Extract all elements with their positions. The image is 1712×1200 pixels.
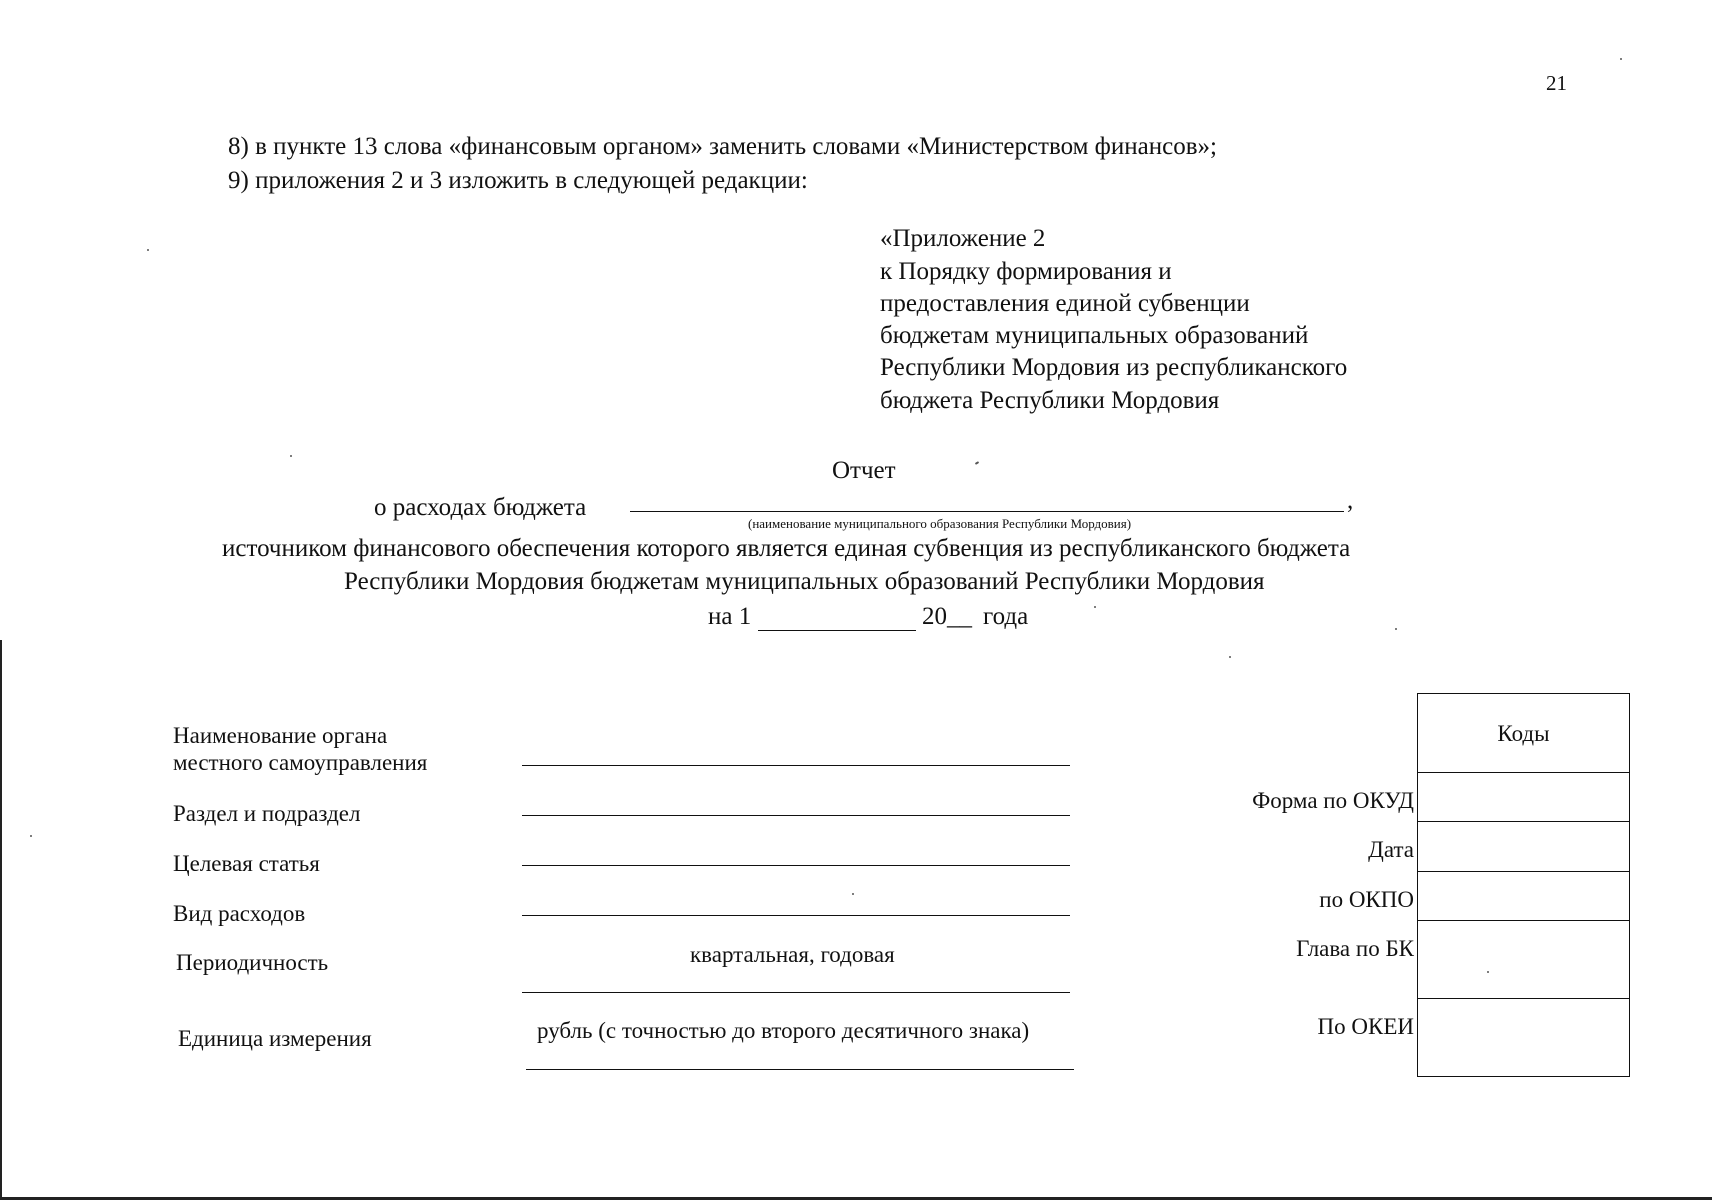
report-date-year: 20__ (922, 603, 972, 630)
code-cell-date[interactable] (1418, 821, 1629, 870)
code-cell-okpo[interactable] (1418, 871, 1629, 920)
municipality-name-hint: (наименование муниципального образования Республики Мордовия) (748, 516, 1132, 531)
page-number: 21 (1546, 71, 1567, 95)
report-title: Отчет (832, 457, 896, 484)
field-label-organ-line2: местного самоуправления (173, 750, 428, 775)
municipality-name-blank[interactable] (630, 511, 1344, 512)
report-date-suffix: года (983, 603, 1029, 630)
amendment-item-9: 9) приложения 2 и 3 изложить в следующей редакции: (228, 167, 808, 194)
scan-speck (290, 455, 292, 457)
code-cell-okei[interactable] (1418, 998, 1629, 1077)
code-label-bk: Глава по БК (1296, 936, 1414, 961)
scan-speck (1487, 971, 1489, 973)
field-value-periodicity: квартальная, годовая (690, 942, 895, 967)
field-value-unit: рубль (с точностью до второго десятичного знака) (537, 1018, 1030, 1043)
field-blank-target-article[interactable] (522, 865, 1070, 866)
appendix-line: бюджетам муниципальных образований (880, 322, 1309, 349)
report-subtitle-prefix: о расходах бюджета (374, 494, 587, 521)
scan-speck (1620, 58, 1622, 60)
code-cell-bk[interactable] (1418, 920, 1629, 997)
scan-left-edge (0, 640, 2, 1200)
code-label-date: Дата (1368, 837, 1414, 862)
amendment-item-8: 8) в пункте 13 слова «финансовым органом» заменить словами «Министерством финансов»; (228, 133, 1217, 160)
appendix-line: к Порядку формирования и (880, 258, 1172, 285)
field-blank-periodicity[interactable] (522, 992, 1070, 993)
field-blank-section[interactable] (522, 815, 1070, 816)
field-label-organ-line1: Наименование органа (173, 723, 388, 748)
appendix-line: предоставления единой субвенции (880, 290, 1250, 317)
report-line-2: источником финансового обеспечения которого является единая субвенция из республиканского бюджета (222, 535, 1351, 562)
field-label-periodicity: Периодичность (176, 950, 329, 975)
field-blank-unit[interactable] (526, 1069, 1074, 1070)
scan-speck (852, 893, 854, 895)
scan-speck (1395, 628, 1397, 630)
field-label-target-article: Целевая статья (173, 851, 320, 876)
codes-table (1417, 693, 1630, 1077)
code-label-okpo: по ОКПО (1319, 887, 1414, 912)
scan-speck (975, 461, 979, 465)
report-date-blank[interactable] (758, 630, 916, 631)
code-label-okud: Форма по ОКУД (1252, 788, 1414, 813)
field-blank-expense-type[interactable] (522, 915, 1070, 916)
scan-speck (1229, 656, 1231, 658)
codes-header: Коды (1497, 721, 1550, 746)
code-label-okei: По ОКЕИ (1317, 1014, 1414, 1039)
scan-speck (1094, 606, 1096, 608)
code-cell-okud[interactable] (1418, 772, 1629, 821)
report-date-prefix: на 1 (708, 603, 752, 630)
appendix-line: «Приложение 2 (880, 225, 1046, 252)
scan-speck (30, 835, 32, 837)
field-label-section: Раздел и подраздел (173, 801, 361, 826)
appendix-line: бюджета Республики Мордовия (880, 387, 1220, 414)
field-label-unit: Единица измерения (178, 1026, 372, 1051)
field-label-expense-type: Вид расходов (173, 901, 306, 926)
scan-speck (147, 249, 149, 251)
report-subtitle-comma: , (1347, 487, 1354, 514)
field-blank-organ[interactable] (522, 765, 1070, 766)
appendix-line: Республики Мордовия из республиканского (880, 354, 1348, 381)
report-line-3: Республики Мордовия бюджетам муниципальных образований Республики Мордовия (344, 568, 1265, 595)
